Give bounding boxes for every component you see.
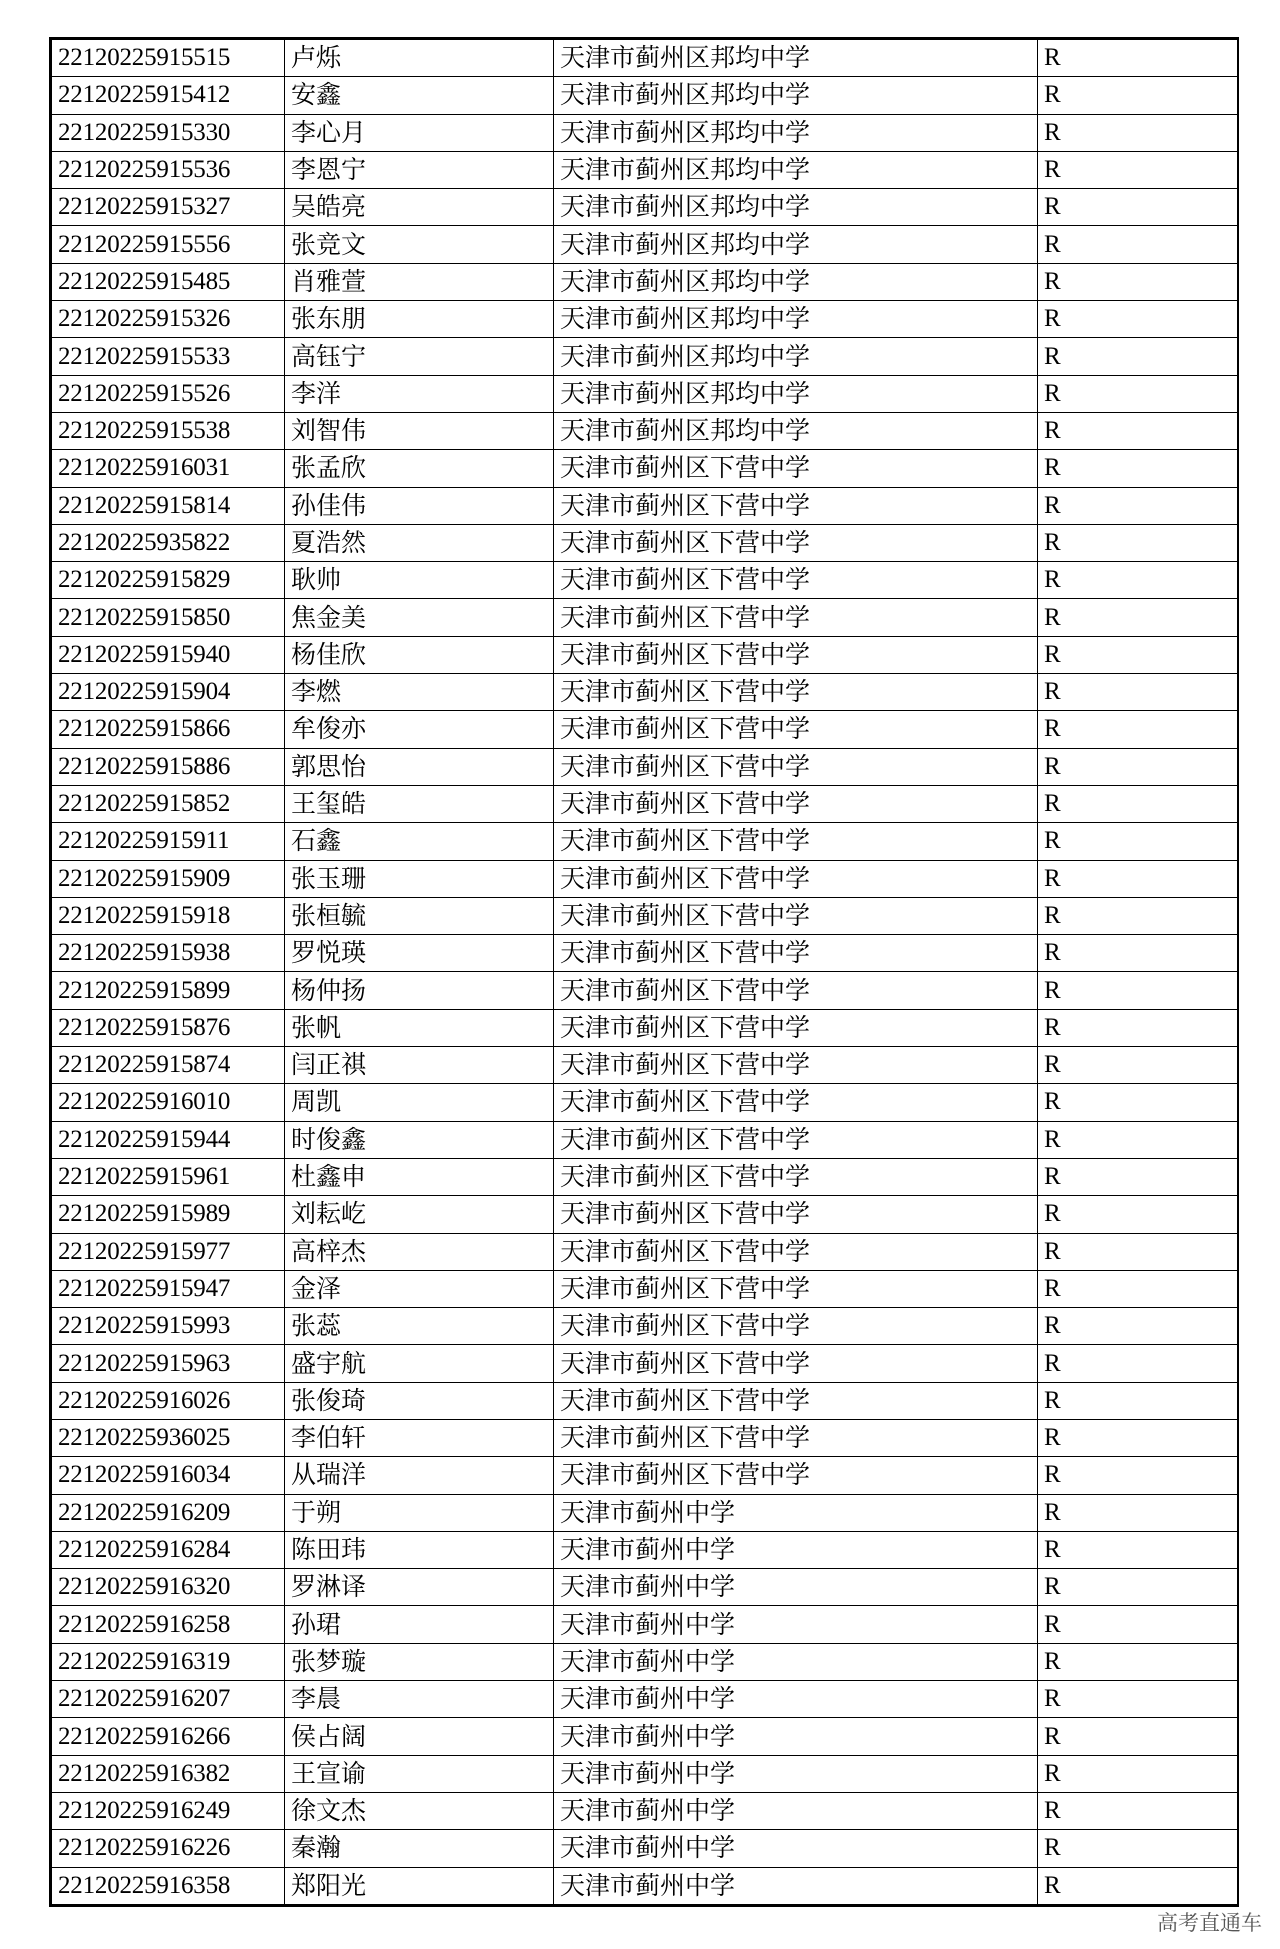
- student-name-cell: 张竞文: [285, 226, 554, 263]
- exam-id-cell: 22120225915904: [52, 674, 285, 711]
- school-name-cell: 天津市蓟州区下营中学: [554, 1009, 1038, 1046]
- table-row: [52, 263, 1238, 300]
- grade-cell: R: [1038, 1643, 1238, 1680]
- grade-cell: R: [1038, 1121, 1238, 1158]
- exam-id-cell: 22120225915330: [52, 114, 285, 151]
- grade-cell: R: [1038, 823, 1238, 860]
- exam-id-cell: 22120225915899: [52, 972, 285, 1009]
- student-name-cell: 王宣谕: [285, 1755, 554, 1792]
- exam-id-cell: 22120225916382: [52, 1755, 285, 1792]
- grade-cell: R: [1038, 1531, 1238, 1568]
- school-name-cell: 天津市蓟州区下营中学: [554, 562, 1038, 599]
- school-name-cell: 天津市蓟州区邦均中学: [554, 412, 1038, 449]
- school-name-cell: 天津市蓟州中学: [554, 1643, 1038, 1680]
- table-row: [52, 1419, 1238, 1456]
- school-name-cell: 天津市蓟州中学: [554, 1792, 1038, 1829]
- table-row: [52, 375, 1238, 412]
- exam-id-cell: 22120225916320: [52, 1569, 285, 1606]
- school-name-cell: 天津市蓟州区下营中学: [554, 1419, 1038, 1456]
- grade-cell: R: [1038, 1419, 1238, 1456]
- exam-id-cell: 22120225916031: [52, 450, 285, 487]
- table-row: [52, 1681, 1238, 1718]
- school-name-cell: 天津市蓟州区下营中学: [554, 935, 1038, 972]
- grade-cell: R: [1038, 1084, 1238, 1121]
- exam-id-cell: 22120225915326: [52, 301, 285, 338]
- table-row: [52, 1531, 1238, 1568]
- school-name-cell: 天津市蓟州区邦均中学: [554, 263, 1038, 300]
- school-name-cell: 天津市蓟州中学: [554, 1606, 1038, 1643]
- exam-id-cell: 22120225916207: [52, 1681, 285, 1718]
- school-name-cell: 天津市蓟州区邦均中学: [554, 151, 1038, 188]
- exam-id-cell: 22120225916284: [52, 1531, 285, 1568]
- exam-id-cell: 22120225915536: [52, 151, 285, 188]
- school-name-cell: 天津市蓟州中学: [554, 1531, 1038, 1568]
- grade-cell: R: [1038, 1494, 1238, 1531]
- exam-id-cell: 22120225935822: [52, 524, 285, 561]
- student-name-cell: 张孟欣: [285, 450, 554, 487]
- table-row: [52, 1345, 1238, 1382]
- student-name-cell: 孙佳伟: [285, 487, 554, 524]
- exam-id-cell: 22120225916010: [52, 1084, 285, 1121]
- grade-cell: R: [1038, 1830, 1238, 1867]
- school-name-cell: 天津市蓟州区邦均中学: [554, 114, 1038, 151]
- school-name-cell: 天津市蓟州区下营中学: [554, 748, 1038, 785]
- grade-cell: R: [1038, 785, 1238, 822]
- grade-cell: R: [1038, 375, 1238, 412]
- school-name-cell: 天津市蓟州中学: [554, 1494, 1038, 1531]
- school-name-cell: 天津市蓟州区下营中学: [554, 1047, 1038, 1084]
- school-name-cell: 天津市蓟州区邦均中学: [554, 301, 1038, 338]
- grade-cell: R: [1038, 1196, 1238, 1233]
- school-name-cell: 天津市蓟州区下营中学: [554, 450, 1038, 487]
- student-name-cell: 李洋: [285, 375, 554, 412]
- school-name-cell: 天津市蓟州区下营中学: [554, 524, 1038, 561]
- grade-cell: R: [1038, 562, 1238, 599]
- exam-id-cell: 22120225915485: [52, 263, 285, 300]
- student-name-cell: 高钰宁: [285, 338, 554, 375]
- student-name-cell: 张俊琦: [285, 1382, 554, 1419]
- school-name-cell: 天津市蓟州区下营中学: [554, 1457, 1038, 1494]
- table-row: [52, 748, 1238, 785]
- grade-cell: R: [1038, 301, 1238, 338]
- student-name-cell: 从瑞洋: [285, 1457, 554, 1494]
- school-name-cell: 天津市蓟州区下营中学: [554, 1121, 1038, 1158]
- grade-cell: R: [1038, 1009, 1238, 1046]
- grade-cell: R: [1038, 114, 1238, 151]
- school-name-cell: 天津市蓟州中学: [554, 1830, 1038, 1867]
- table-row: [52, 1643, 1238, 1680]
- student-name-cell: 秦瀚: [285, 1830, 554, 1867]
- table-row: [52, 1569, 1238, 1606]
- exam-id-cell: 22120225915940: [52, 636, 285, 673]
- school-name-cell: 天津市蓟州中学: [554, 1718, 1038, 1755]
- student-name-cell: 夏浩然: [285, 524, 554, 561]
- table-row: [52, 1196, 1238, 1233]
- student-name-cell: 刘智伟: [285, 412, 554, 449]
- student-name-cell: 张帆: [285, 1009, 554, 1046]
- student-name-cell: 郭思怡: [285, 748, 554, 785]
- table-row: [52, 1718, 1238, 1755]
- student-name-cell: 郑阳光: [285, 1867, 554, 1904]
- table-row: [52, 1382, 1238, 1419]
- exam-id-cell: 22120225915963: [52, 1345, 285, 1382]
- grade-cell: R: [1038, 1792, 1238, 1829]
- exam-id-cell: 22120225915886: [52, 748, 285, 785]
- grade-cell: R: [1038, 711, 1238, 748]
- grade-cell: R: [1038, 1606, 1238, 1643]
- exam-id-cell: 22120225915556: [52, 226, 285, 263]
- table-row: [52, 711, 1238, 748]
- table-row: [52, 412, 1238, 449]
- student-name-cell: 李晨: [285, 1681, 554, 1718]
- table-row: [52, 1084, 1238, 1121]
- grade-cell: R: [1038, 860, 1238, 897]
- grade-cell: R: [1038, 1382, 1238, 1419]
- table-row: [52, 1792, 1238, 1829]
- school-name-cell: 天津市蓟州区邦均中学: [554, 226, 1038, 263]
- table-row: [52, 972, 1238, 1009]
- table-row: [52, 338, 1238, 375]
- exam-id-cell: 22120225916249: [52, 1792, 285, 1829]
- watermark-text: 高考直通车: [1157, 1911, 1262, 1935]
- grade-cell: R: [1038, 1308, 1238, 1345]
- exam-id-cell: 22120225936025: [52, 1419, 285, 1456]
- table-row: [52, 151, 1238, 188]
- student-name-cell: 陈田玮: [285, 1531, 554, 1568]
- student-name-cell: 吴皓亮: [285, 189, 554, 226]
- grade-cell: R: [1038, 487, 1238, 524]
- exam-id-cell: 22120225916319: [52, 1643, 285, 1680]
- student-name-cell: 于朔: [285, 1494, 554, 1531]
- table-row: [52, 1009, 1238, 1046]
- school-name-cell: 天津市蓟州区下营中学: [554, 897, 1038, 934]
- exam-id-cell: 22120225916258: [52, 1606, 285, 1643]
- roster-sheet: [49, 37, 1239, 1907]
- student-name-cell: 张蕊: [285, 1308, 554, 1345]
- table-row: [52, 674, 1238, 711]
- student-name-cell: 王玺皓: [285, 785, 554, 822]
- school-name-cell: 天津市蓟州区邦均中学: [554, 189, 1038, 226]
- table-row: [52, 1233, 1238, 1270]
- exam-id-cell: 22120225915866: [52, 711, 285, 748]
- exam-id-cell: 22120225915938: [52, 935, 285, 972]
- student-name-cell: 卢烁: [285, 40, 554, 77]
- exam-id-cell: 22120225915918: [52, 897, 285, 934]
- table-row: [52, 785, 1238, 822]
- table-row: [52, 1867, 1238, 1904]
- table-row: [52, 1308, 1238, 1345]
- student-name-cell: 闫正祺: [285, 1047, 554, 1084]
- table-row: [52, 226, 1238, 263]
- grade-cell: R: [1038, 1233, 1238, 1270]
- student-name-cell: 张玉珊: [285, 860, 554, 897]
- table-row: [52, 1606, 1238, 1643]
- exam-id-cell: 22120225915911: [52, 823, 285, 860]
- student-name-cell: 金泽: [285, 1270, 554, 1307]
- table-row: [52, 114, 1238, 151]
- student-name-cell: 杜鑫申: [285, 1158, 554, 1195]
- school-name-cell: 天津市蓟州区邦均中学: [554, 338, 1038, 375]
- exam-id-cell: 22120225915850: [52, 599, 285, 636]
- student-name-cell: 张东朋: [285, 301, 554, 338]
- school-name-cell: 天津市蓟州区下营中学: [554, 711, 1038, 748]
- student-name-cell: 罗淋译: [285, 1569, 554, 1606]
- grade-cell: R: [1038, 972, 1238, 1009]
- school-name-cell: 天津市蓟州区下营中学: [554, 972, 1038, 1009]
- student-name-cell: 张桓毓: [285, 897, 554, 934]
- table-row: [52, 301, 1238, 338]
- grade-cell: R: [1038, 77, 1238, 114]
- school-name-cell: 天津市蓟州区下营中学: [554, 1084, 1038, 1121]
- student-name-cell: 高梓杰: [285, 1233, 554, 1270]
- grade-cell: R: [1038, 226, 1238, 263]
- school-name-cell: 天津市蓟州中学: [554, 1681, 1038, 1718]
- exam-id-cell: 22120225915538: [52, 412, 285, 449]
- school-name-cell: 天津市蓟州区下营中学: [554, 1270, 1038, 1307]
- table-row: [52, 935, 1238, 972]
- school-name-cell: 天津市蓟州区下营中学: [554, 785, 1038, 822]
- student-name-cell: 李恩宁: [285, 151, 554, 188]
- grade-cell: R: [1038, 748, 1238, 785]
- table-row: [52, 77, 1238, 114]
- exam-id-cell: 22120225915814: [52, 487, 285, 524]
- grade-cell: R: [1038, 674, 1238, 711]
- grade-cell: R: [1038, 1345, 1238, 1382]
- school-name-cell: 天津市蓟州区下营中学: [554, 1196, 1038, 1233]
- grade-cell: R: [1038, 524, 1238, 561]
- table-row: [52, 487, 1238, 524]
- exam-id-cell: 22120225915874: [52, 1047, 285, 1084]
- grade-cell: R: [1038, 412, 1238, 449]
- student-name-cell: 李燃: [285, 674, 554, 711]
- exam-id-cell: 22120225916226: [52, 1830, 285, 1867]
- roster-body: [52, 40, 1238, 1905]
- grade-cell: R: [1038, 1755, 1238, 1792]
- exam-id-cell: 22120225915526: [52, 375, 285, 412]
- table-row: [52, 189, 1238, 226]
- student-name-cell: 罗悦瑛: [285, 935, 554, 972]
- exam-id-cell: 22120225915852: [52, 785, 285, 822]
- exam-id-cell: 22120225915829: [52, 562, 285, 599]
- table-row: [52, 860, 1238, 897]
- school-name-cell: 天津市蓟州区下营中学: [554, 636, 1038, 673]
- school-name-cell: 天津市蓟州区邦均中学: [554, 40, 1038, 77]
- grade-cell: R: [1038, 897, 1238, 934]
- student-name-cell: 周凯: [285, 1084, 554, 1121]
- school-name-cell: 天津市蓟州中学: [554, 1755, 1038, 1792]
- school-name-cell: 天津市蓟州中学: [554, 1867, 1038, 1904]
- student-name-cell: 焦金美: [285, 599, 554, 636]
- table-row: [52, 1755, 1238, 1792]
- table-row: [52, 450, 1238, 487]
- student-name-cell: 徐文杰: [285, 1792, 554, 1829]
- student-name-cell: 耿帅: [285, 562, 554, 599]
- table-row: [52, 1121, 1238, 1158]
- table-row: [52, 823, 1238, 860]
- grade-cell: R: [1038, 189, 1238, 226]
- student-name-cell: 肖雅萱: [285, 263, 554, 300]
- school-name-cell: 天津市蓟州区下营中学: [554, 599, 1038, 636]
- student-name-cell: 孙珺: [285, 1606, 554, 1643]
- grade-cell: R: [1038, 935, 1238, 972]
- grade-cell: R: [1038, 40, 1238, 77]
- exam-id-cell: 22120225916266: [52, 1718, 285, 1755]
- grade-cell: R: [1038, 1047, 1238, 1084]
- school-name-cell: 天津市蓟州区下营中学: [554, 487, 1038, 524]
- student-name-cell: 安鑫: [285, 77, 554, 114]
- school-name-cell: 天津市蓟州区下营中学: [554, 1158, 1038, 1195]
- exam-id-cell: 22120225915876: [52, 1009, 285, 1046]
- grade-cell: R: [1038, 1158, 1238, 1195]
- exam-id-cell: 22120225915515: [52, 40, 285, 77]
- exam-id-cell: 22120225915961: [52, 1158, 285, 1195]
- grade-cell: R: [1038, 1270, 1238, 1307]
- exam-id-cell: 22120225915947: [52, 1270, 285, 1307]
- school-name-cell: 天津市蓟州区下营中学: [554, 860, 1038, 897]
- school-name-cell: 天津市蓟州区下营中学: [554, 1308, 1038, 1345]
- exam-id-cell: 22120225916358: [52, 1867, 285, 1904]
- table-row: [52, 1047, 1238, 1084]
- grade-cell: R: [1038, 1867, 1238, 1904]
- school-name-cell: 天津市蓟州区下营中学: [554, 1233, 1038, 1270]
- grade-cell: R: [1038, 1457, 1238, 1494]
- exam-id-cell: 22120225916026: [52, 1382, 285, 1419]
- student-name-cell: 李伯轩: [285, 1419, 554, 1456]
- grade-cell: R: [1038, 1718, 1238, 1755]
- table-row: [52, 524, 1238, 561]
- student-name-cell: 盛宇航: [285, 1345, 554, 1382]
- student-name-cell: 刘耘屹: [285, 1196, 554, 1233]
- exam-id-cell: 22120225916034: [52, 1457, 285, 1494]
- student-name-cell: 牟俊亦: [285, 711, 554, 748]
- student-name-cell: 张梦璇: [285, 1643, 554, 1680]
- school-name-cell: 天津市蓟州区下营中学: [554, 1382, 1038, 1419]
- school-name-cell: 天津市蓟州区下营中学: [554, 1345, 1038, 1382]
- school-name-cell: 天津市蓟州区下营中学: [554, 674, 1038, 711]
- grade-cell: R: [1038, 636, 1238, 673]
- exam-id-cell: 22120225915944: [52, 1121, 285, 1158]
- student-name-cell: 杨仲扬: [285, 972, 554, 1009]
- student-name-cell: 石鑫: [285, 823, 554, 860]
- student-name-cell: 侯占阔: [285, 1718, 554, 1755]
- student-name-cell: 杨佳欣: [285, 636, 554, 673]
- school-name-cell: 天津市蓟州区下营中学: [554, 823, 1038, 860]
- roster-table: [51, 39, 1238, 1905]
- school-name-cell: 天津市蓟州区邦均中学: [554, 375, 1038, 412]
- exam-id-cell: 22120225915412: [52, 77, 285, 114]
- exam-id-cell: 22120225915909: [52, 860, 285, 897]
- exam-id-cell: 22120225915989: [52, 1196, 285, 1233]
- grade-cell: R: [1038, 263, 1238, 300]
- table-row: [52, 1494, 1238, 1531]
- grade-cell: R: [1038, 450, 1238, 487]
- exam-id-cell: 22120225915533: [52, 338, 285, 375]
- table-row: [52, 599, 1238, 636]
- exam-id-cell: 22120225915993: [52, 1308, 285, 1345]
- grade-cell: R: [1038, 151, 1238, 188]
- table-row: [52, 1457, 1238, 1494]
- table-row: [52, 1270, 1238, 1307]
- school-name-cell: 天津市蓟州中学: [554, 1569, 1038, 1606]
- student-name-cell: 李心月: [285, 114, 554, 151]
- exam-id-cell: 22120225916209: [52, 1494, 285, 1531]
- exam-id-cell: 22120225915977: [52, 1233, 285, 1270]
- grade-cell: R: [1038, 338, 1238, 375]
- table-row: [52, 1158, 1238, 1195]
- table-row: [52, 636, 1238, 673]
- grade-cell: R: [1038, 1569, 1238, 1606]
- grade-cell: R: [1038, 599, 1238, 636]
- student-name-cell: 时俊鑫: [285, 1121, 554, 1158]
- table-row: [52, 897, 1238, 934]
- school-name-cell: 天津市蓟州区邦均中学: [554, 77, 1038, 114]
- grade-cell: R: [1038, 1681, 1238, 1718]
- table-row: [52, 562, 1238, 599]
- table-row: [52, 40, 1238, 77]
- exam-id-cell: 22120225915327: [52, 189, 285, 226]
- table-row: [52, 1830, 1238, 1867]
